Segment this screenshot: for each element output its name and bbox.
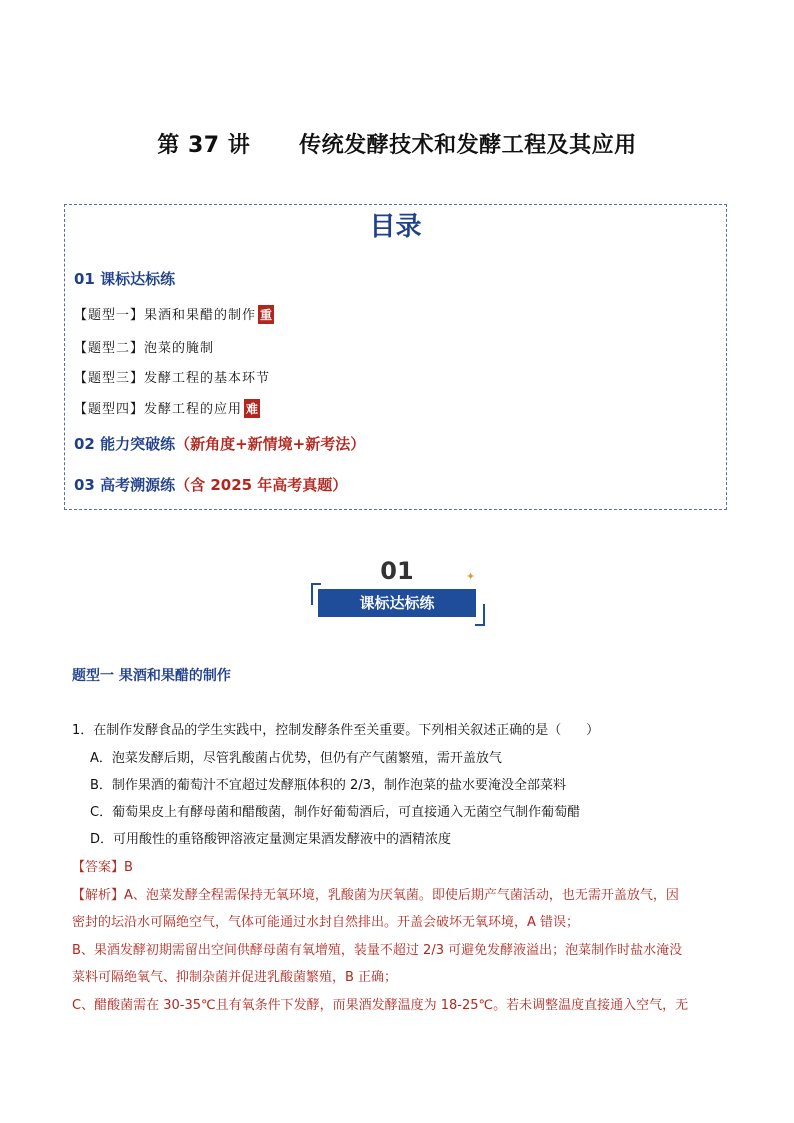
toc-section-note: （新角度+新情境+新考法） [175, 435, 366, 453]
option-c: C．葡萄果皮上有酵母菌和醋酸菌，制作好葡萄酒后，可直接通入无菌空气制作葡萄醋 [90, 805, 581, 820]
difficult-badge: 难 [244, 399, 260, 418]
analysis-line: 密封的坛沿水可隔绝空气，气体可能通过水封自然排出。开盖会破坏无氧环境，A 错误； [72, 915, 580, 930]
topic-heading: 题型一 果酒和果醋的制作 [72, 668, 231, 684]
section-number: 01 [380, 557, 414, 585]
section-banner: 课标达标练 [318, 589, 476, 617]
page-title: 第 37 讲 传统发酵技术和发酵工程及其应用 [157, 133, 637, 158]
toc-section-01[interactable] [74, 268, 175, 289]
toc-section-03[interactable] [74, 474, 347, 495]
toc-item-type3[interactable] [74, 367, 270, 386]
toc-item-type1[interactable] [74, 304, 274, 324]
answer: 【答案】B [72, 860, 133, 875]
toc-item-label: 【题型一】果酒和果醋的制作 [74, 308, 257, 323]
question-stem: 1．在制作发酵食品的学生实践中，控制发酵条件至关重要。下列相关叙述正确的是（ ） [72, 723, 600, 738]
important-badge: 重 [258, 305, 274, 324]
toc-section-note: （含 2025 年高考真题） [175, 476, 348, 494]
toc-item-type4[interactable] [74, 398, 260, 418]
toc-section-label: 02 能力突破练 [74, 435, 176, 453]
toc-box [64, 204, 727, 510]
toc-heading: 目录 [369, 212, 422, 242]
toc-section-label: 03 高考溯源练 [74, 476, 176, 494]
toc-section-02[interactable] [74, 433, 365, 454]
option-a: A．泡菜发酵后期，尽管乳酸菌占优势，但仍有产气菌繁殖，需开盖放气 [90, 751, 502, 766]
toc-item-type2[interactable] [74, 337, 214, 356]
option-d: D．可用酸性的重铬酸钾溶液定量测定果酒发酵液中的酒精浓度 [90, 832, 452, 847]
toc-item-label: 【题型二】泡菜的腌制 [74, 341, 215, 356]
analysis-line: B、果酒发酵初期需留出空间供酵母菌有氧增殖，装量不超过 2/3 可避免发酵液溢出；泡菜制作时盐水淹没 [72, 943, 683, 958]
toc-section-label: 01 课标达标练 [74, 270, 176, 288]
analysis-line: 【解析】A、泡菜发酵全程需保持无氧环境，乳酸菌为厌氧菌。即使后期产气菌活动，也无需开盖放气，因 [72, 888, 679, 903]
toc-item-label: 【题型四】发酵工程的应用 [74, 402, 243, 417]
toc-item-label: 【题型三】发酵工程的基本环节 [74, 371, 271, 386]
option-b: B．制作果酒的葡萄汁不宜超过发酵瓶体积的 2/3，制作泡菜的盐水要淹没全部菜料 [90, 778, 566, 793]
sparkle-icon: ✦ [466, 570, 476, 583]
banner-bracket-right [475, 604, 485, 626]
analysis-line: 菜料可隔绝氧气、抑制杂菌并促进乳酸菌繁殖，B 正确； [72, 970, 398, 985]
analysis-line: C、醋酸菌需在 30-35℃且有氧条件下发酵，而果酒发酵温度为 18-25℃。若未调整温度直接通入空气，无 [72, 998, 689, 1013]
